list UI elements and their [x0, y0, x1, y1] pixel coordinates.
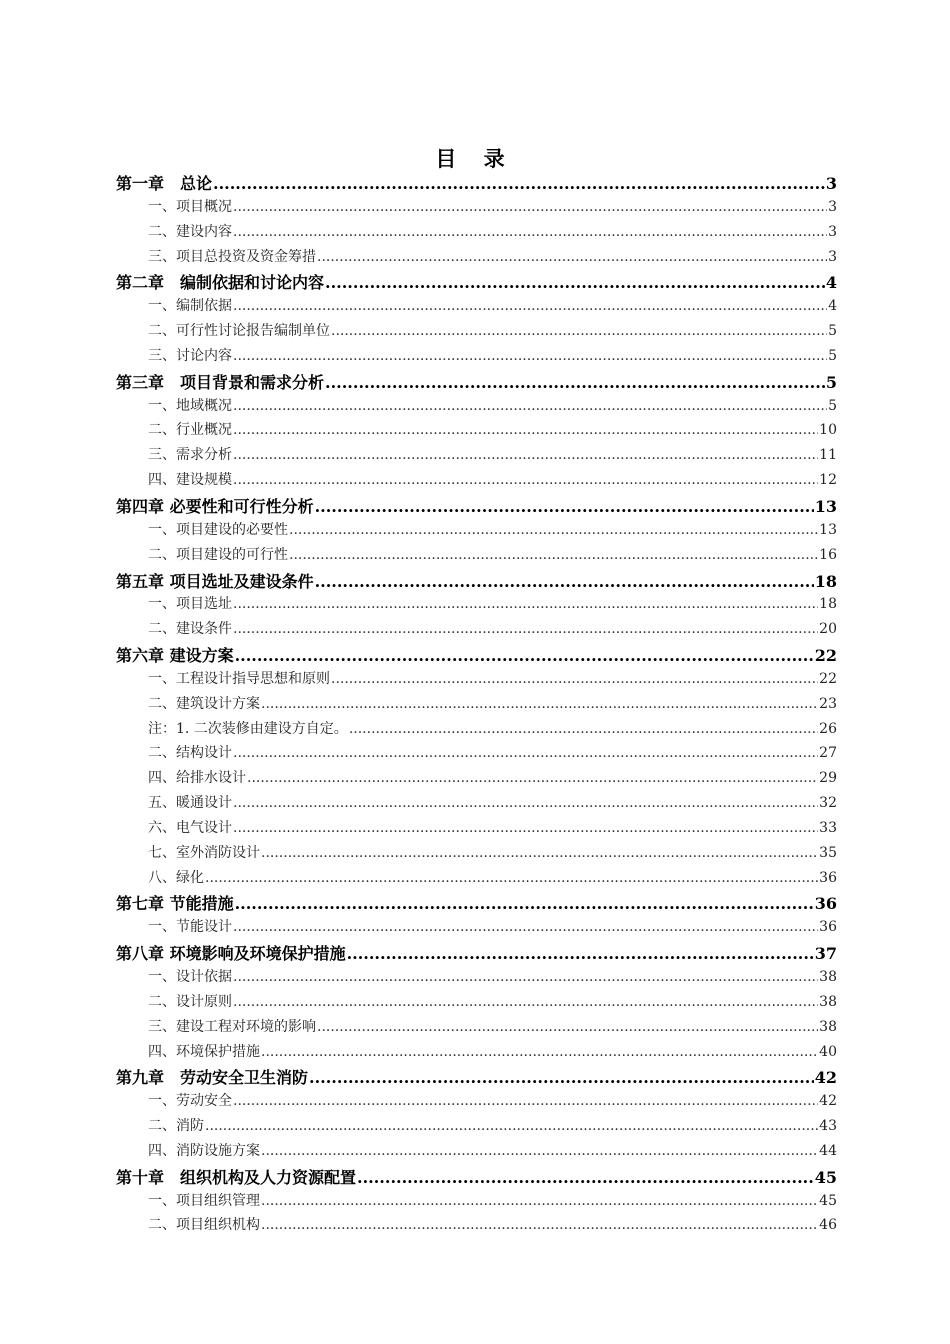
toc-section-entry[interactable]: [116, 1041, 837, 1066]
toc-section-entry[interactable]: [116, 221, 837, 246]
toc-section-entry[interactable]: [116, 246, 837, 271]
toc-entry-label: 一、地域概况: [148, 397, 232, 414]
toc-section-entry[interactable]: [116, 842, 837, 867]
toc-dot-leader: [357, 1168, 814, 1187]
toc-section-entry[interactable]: [116, 618, 837, 643]
toc-dot-leader: [315, 497, 814, 516]
table-of-contents: [116, 171, 837, 1239]
toc-chapter-entry[interactable]: [116, 569, 837, 594]
toc-entry-label: 一、劳动安全: [148, 1093, 232, 1110]
toc-entry-label: 一、项目概况: [148, 198, 232, 215]
toc-page-number: 36: [819, 919, 837, 936]
toc-entry-label: 第五章 项目选址及建设条件: [116, 571, 314, 591]
toc-section-entry[interactable]: [116, 544, 837, 569]
toc-dot-leader: [317, 249, 827, 265]
toc-page-number: 4: [828, 298, 837, 315]
toc-entry-label: 一、项目建设的必要性: [148, 521, 288, 538]
toc-dot-leader: [233, 820, 818, 836]
toc-section-entry[interactable]: [116, 1214, 837, 1239]
toc-section-entry[interactable]: [116, 1190, 837, 1215]
toc-page-number: 3: [828, 223, 837, 240]
toc-dot-leader: [317, 1019, 818, 1035]
toc-dot-leader: [233, 398, 827, 414]
toc-entry-label: 八、绿化: [148, 869, 204, 886]
toc-entry-label: 四、环境保护措施: [148, 1043, 260, 1060]
toc-page-number: 5: [828, 347, 837, 364]
toc-entry-label: 三、项目总投资及资金筹措: [148, 248, 316, 265]
toc-section-entry[interactable]: [116, 767, 837, 792]
toc-entry-label: 四、消防设施方案: [148, 1142, 260, 1159]
toc-dot-leader: [233, 199, 827, 215]
toc-dot-leader: [233, 1093, 818, 1109]
toc-page-number: 13: [814, 496, 837, 516]
toc-entry-label: 三、需求分析: [148, 447, 232, 464]
toc-section-entry[interactable]: [116, 1115, 837, 1140]
toc-entry-label: 一、项目组织管理: [148, 1192, 260, 1209]
toc-page-number: 32: [819, 795, 837, 812]
toc-entry-label: 二、建设条件: [148, 621, 232, 638]
toc-dot-leader: [289, 522, 818, 538]
toc-page-number: 4: [825, 273, 837, 293]
toc-page-number: 12: [819, 472, 837, 489]
toc-section-entry[interactable]: [116, 196, 837, 221]
toc-entry-label: 一、设计依据: [148, 969, 232, 985]
toc-section-entry[interactable]: [116, 593, 837, 618]
toc-dot-leader: [233, 348, 827, 364]
toc-page-number: 22: [819, 670, 837, 687]
toc-chapter-entry[interactable]: [116, 494, 837, 519]
toc-section-entry[interactable]: [116, 320, 837, 345]
toc-page-number: 38: [819, 993, 837, 1010]
toc-entry-label: 四、给排水设计: [148, 770, 246, 787]
toc-section-entry[interactable]: [116, 867, 837, 892]
toc-dot-leader: [233, 472, 818, 488]
toc-dot-leader: [347, 944, 814, 963]
toc-entry-label: 第六章 建设方案: [116, 646, 234, 666]
toc-section-entry[interactable]: [116, 1016, 837, 1041]
toc-page-number: 43: [819, 1118, 837, 1135]
toc-entry-label: 第十章 组织机构及人力资源配置: [116, 1167, 357, 1187]
toc-chapter-entry[interactable]: [116, 643, 837, 668]
toc-entry-label: 第一章 总论: [116, 174, 213, 193]
toc-section-entry[interactable]: [116, 444, 837, 469]
toc-dot-leader: [205, 870, 818, 886]
toc-page-number: 16: [819, 546, 837, 563]
toc-page-number: 29: [819, 770, 837, 787]
toc-title: 目 录: [435, 146, 515, 171]
toc-page-number: 38: [819, 1018, 837, 1035]
toc-dot-leader: [213, 174, 825, 193]
toc-entry-label: 三、讨论内容: [148, 347, 232, 364]
toc-page-number: 3: [828, 248, 837, 265]
toc-page-number: 3: [825, 174, 837, 193]
toc-chapter-entry[interactable]: [116, 1065, 837, 1090]
toc-page-number: 42: [814, 1068, 837, 1088]
toc-section-entry[interactable]: [116, 718, 837, 743]
toc-dot-leader: [261, 1193, 818, 1209]
toc-entry-label: 注：1. 二次装修由建设方自定。: [148, 720, 348, 737]
toc-page-number: 45: [814, 1167, 837, 1187]
toc-entry-label: 三、建设工程对环境的影响: [148, 1018, 316, 1035]
toc-entry-label: 第三章 项目背景和需求分析: [116, 372, 325, 392]
toc-entry-label: 二、项目建设的可行性: [148, 546, 288, 563]
toc-chapter-entry[interactable]: [116, 891, 837, 916]
toc-entry-label: 二、建设内容: [148, 223, 232, 240]
toc-page-number: 42: [819, 1093, 837, 1110]
toc-entry-label: 第四章 必要性和可行性分析: [116, 496, 314, 516]
toc-dot-leader: [325, 273, 825, 292]
toc-dot-leader: [235, 646, 814, 665]
toc-dot-leader: [331, 323, 827, 339]
toc-page-number: 38: [819, 969, 837, 985]
toc-dot-leader: [233, 969, 818, 985]
toc-entry-label: 一、节能设计: [148, 919, 232, 936]
toc-page-number: 5: [825, 372, 837, 392]
toc-chapter-entry[interactable]: [116, 941, 837, 966]
toc-page-number: 22: [814, 646, 837, 666]
toc-entry-label: 二、行业概况: [148, 422, 232, 439]
toc-page-number: 18: [819, 596, 837, 613]
toc-entry-label: 二、项目组织机构: [148, 1217, 260, 1234]
toc-page-number: 35: [819, 844, 837, 861]
toc-dot-leader: [261, 696, 818, 712]
toc-entry-label: 二、结构设计: [148, 745, 232, 762]
toc-dot-leader: [233, 994, 818, 1010]
toc-entry-label: 二、消防: [148, 1118, 204, 1135]
toc-entry-label: 五、暖通设计: [148, 795, 232, 812]
toc-page-number: 27: [819, 745, 837, 762]
toc-chapter-entry[interactable]: [116, 1165, 837, 1190]
toc-dot-leader: [315, 572, 814, 591]
toc-chapter-entry[interactable]: [116, 171, 837, 196]
toc-dot-leader: [309, 1068, 814, 1087]
toc-section-entry[interactable]: [116, 817, 837, 842]
toc-page-number: 44: [819, 1142, 837, 1159]
toc-entry-label: 第九章 劳动安全卫生消防: [116, 1068, 309, 1088]
toc-entry-label: 第二章 编制依据和讨论内容: [116, 273, 325, 293]
toc-entry-label: 一、编制依据: [148, 298, 232, 315]
toc-section-entry[interactable]: [116, 792, 837, 817]
toc-dot-leader: [325, 373, 825, 392]
toc-page-number: 26: [819, 720, 837, 737]
toc-page-number: 20: [819, 621, 837, 638]
toc-section-entry[interactable]: [116, 469, 837, 494]
toc-dot-leader: [233, 795, 818, 811]
toc-entry-label: 二、可行性讨论报告编制单位: [148, 323, 330, 340]
toc-dot-leader: [247, 770, 818, 786]
toc-section-entry[interactable]: [116, 916, 837, 941]
toc-page-number: 23: [819, 695, 837, 712]
toc-dot-leader: [233, 298, 827, 314]
toc-dot-leader: [233, 422, 818, 438]
toc-dot-leader: [233, 745, 818, 761]
toc-page-number: 18: [814, 571, 837, 591]
toc-dot-leader: [289, 547, 818, 563]
toc-dot-leader: [235, 894, 814, 913]
toc-section-entry[interactable]: [116, 742, 837, 767]
toc-dot-leader: [233, 224, 827, 240]
toc-page-number: 45: [819, 1192, 837, 1209]
toc-chapter-entry[interactable]: [116, 270, 837, 295]
toc-page-number: 36: [814, 894, 837, 914]
toc-entry-label: 二、设计原则: [148, 993, 232, 1010]
toc-page-number: 10: [819, 422, 837, 439]
toc-section-entry[interactable]: [116, 395, 837, 420]
toc-page-number: 36: [819, 869, 837, 886]
toc-entry-label: 四、建设规模: [148, 472, 232, 489]
toc-section-entry[interactable]: [116, 1090, 837, 1115]
toc-dot-leader: [261, 845, 818, 861]
toc-entry-label: 二、建筑设计方案: [148, 695, 260, 712]
toc-page-number: 5: [828, 397, 837, 414]
toc-entry-label: 第八章 环境影响及环境保护措施: [116, 944, 346, 964]
toc-page-number: 5: [828, 323, 837, 340]
toc-entry-label: 第七章 节能措施: [116, 894, 234, 914]
toc-dot-leader: [233, 919, 818, 935]
toc-dot-leader: [331, 671, 818, 687]
toc-dot-leader: [233, 621, 818, 637]
toc-page-number: 33: [819, 819, 837, 836]
toc-entry-label: 六、电气设计: [148, 819, 232, 836]
toc-section-entry[interactable]: [116, 668, 837, 693]
toc-dot-leader: [205, 1118, 818, 1134]
toc-page-number: 13: [819, 521, 837, 538]
toc-page-number: 37: [814, 944, 837, 964]
toc-page-number: 46: [819, 1217, 837, 1234]
toc-chapter-entry[interactable]: [116, 370, 837, 395]
toc-section-entry[interactable]: [116, 966, 837, 991]
toc-section-entry[interactable]: [116, 295, 837, 320]
toc-page-number: 40: [819, 1043, 837, 1060]
toc-dot-leader: [233, 596, 818, 612]
toc-dot-leader: [261, 1044, 818, 1060]
toc-section-entry[interactable]: [116, 419, 837, 444]
toc-section-entry[interactable]: [116, 693, 837, 718]
toc-entry-label: 一、项目选址: [148, 596, 232, 613]
toc-dot-leader: [233, 447, 818, 463]
toc-dot-leader: [261, 1143, 818, 1159]
toc-page-number: 11: [819, 447, 837, 464]
toc-section-entry[interactable]: [116, 991, 837, 1016]
toc-section-entry[interactable]: [116, 1140, 837, 1165]
toc-entry-label: 七、室外消防设计: [148, 844, 260, 861]
toc-page-number: 3: [828, 198, 837, 215]
toc-dot-leader: [349, 721, 818, 737]
toc-dot-leader: [261, 1217, 818, 1233]
toc-section-entry[interactable]: [116, 519, 837, 544]
toc-entry-label: 一、工程设计指导思想和原则: [148, 670, 330, 687]
toc-section-entry[interactable]: [116, 345, 837, 370]
